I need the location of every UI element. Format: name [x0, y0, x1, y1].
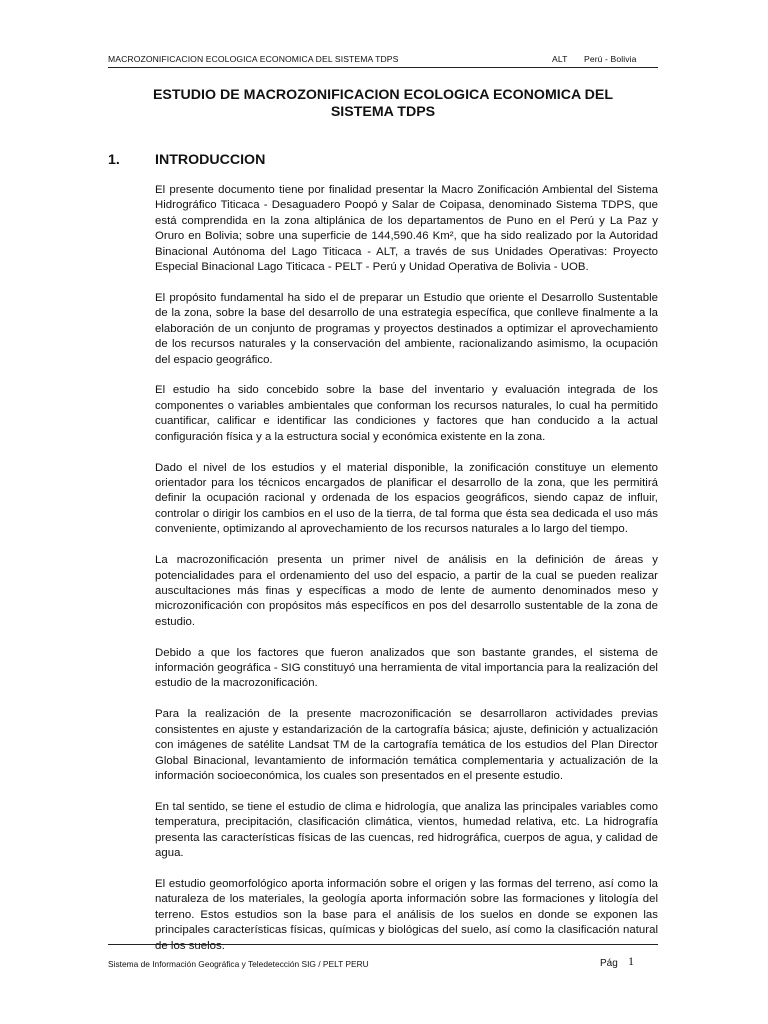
paragraph: El estudio geomorfológico aporta información sobre el origen y las formas del terreno, así como la naturaleza de los materiales, la geología aporta información sobre las formaciones y litología del terreno. Estos estudios son la base para el análisis de los suelos en donde se exponen las principales características físicas, químicas y biológicas del suelo, así como la clasificación natural de los suelos.: [155, 878, 658, 952]
document-body: [155, 183, 658, 970]
paragraph: El presente documento tiene por finalidad presentar la Macro Zonificación Ambiental del Sistema Hidrográfico Titicaca - Desaguadero Poopó y Salar de Coipasa, denominado Sistema TDPS, que está comprendida en la zona altiplánica de los departamentos de Puno en el Perú y La Paz y Oruro en Bolivia; sobre una superficie de 144,590.46 Km², que ha sido realizado por la Autoridad Binacional Autónoma del Lago Titicaca - ALT, a través de sus Unidades Operativas: Proyecto Especial Binacional Lago Titicaca - PELT - Perú y Unidad Operativa de Bolivia - UOB.: [155, 184, 658, 274]
paragraph: Debido a que los factores que fueron analizados que son bastante grandes, el sistema de información geográfica - SIG constituyó una herramienta de vital importancia para la realización del estudio de la macrozonificación.: [155, 646, 658, 690]
document-title: [108, 87, 658, 121]
header-countries: Perú - Bolivia: [584, 54, 637, 64]
footer-source: Sistema de Información Geográfica y Teledetección SIG / PELT PERU: [108, 959, 369, 969]
paragraph: Dado el nivel de los estudios y el material disponible, la zonificación constituye un elemento orientador para los técnicos encargados de planificar el desarrollo de la zona, que les permitirá definir la ocupación racional y ordenada de los espacios geográficos, siendo capaz de influir, controlar o dirigir los cambios en el uso de la tierra, de tal forma que ésta sea dedicada el uso más conveniente, optimizando al aprovechamiento de los recursos naturales a lo largo del tiempo.: [155, 461, 658, 536]
paragraph: El estudio ha sido concebido sobre la base del inventario y evaluación integrada de los componentes o variables ambientales que conforman los recursos naturales, lo cual ha permitido cuantificar, calificar e identificar las condiciones y factores que han conducido a la actual configuración física y a la estructura social y económica existente en la zona.: [155, 384, 658, 443]
paragraph: La macrozonificación presenta un primer nivel de análisis en la definición de áreas y potencialidades para el ordenamiento del uso del espacio, a partir de la cual se pueden realizar auscultaciones más finas y específicas a modo de lente de aumento denominados meso y microzonificación con propósitos más específicos en pos del desarrollo sustentable de la zona de estudio.: [155, 554, 658, 628]
paragraph: El propósito fundamental ha sido el de preparar un Estudio que oriente el Desarrollo Sustentable de la zona, sobre la base del desarrollo de una estrategia específica, que conlleve finalmente a la elaboración de un conjunto de programas y proyectos destinados a optimizar el aprovechamiento de los recursos naturales y la conservación del ambiente, racionalizando asimismo, la ocupación del espacio geográfico.: [155, 291, 658, 366]
footer-divider: [108, 944, 658, 945]
paragraph: Para la realización de la presente macrozonificación se desarrollaron actividades previas consistentes en ajuste y estandarización de la cartografía básica; ajuste, definición y actualización con imágenes de satélite Landsat TM de la cartografía temática de los estudios del Plan Director Global Binacional, levantamiento de información temática complementaria y actualización de la información socioeconómica, los cuales son presentados en el presente estudio.: [155, 708, 658, 782]
section-heading: INTRODUCCION: [155, 152, 266, 168]
document-title-line-2: SISTEMA TDPS: [330, 104, 436, 120]
paragraph: En tal sentido, se tiene el estudio de clima e hidrología, que analiza las principales variables como temperatura, precipitación, clasificación climática, vientos, humedad relativa, etc. La hidrografía presenta las características físicas de las cuencas, red hidrográfica, cuerpos de agua, y calidad de agua.: [155, 800, 658, 860]
header-organization: ALT: [552, 54, 568, 64]
section-number: 1.: [108, 152, 120, 168]
header-divider: [108, 67, 658, 68]
document-title-line-1: ESTUDIO DE MACROZONIFICACION ECOLOGICA ECONOMICA DEL: [152, 87, 614, 103]
page-number: 1: [628, 954, 634, 968]
header-document-title: MACROZONIFICACION ECOLOGICA ECONOMICA DEL SISTEMA TDPS: [108, 54, 399, 64]
page-label: Pág: [600, 958, 618, 969]
